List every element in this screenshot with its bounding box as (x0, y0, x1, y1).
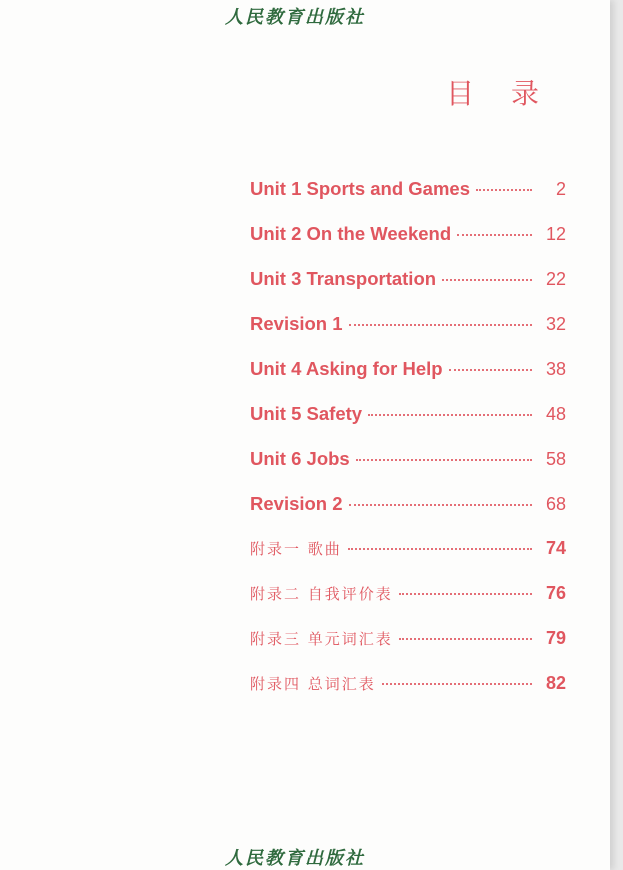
table-of-contents (250, 178, 566, 718)
toc-dot-leader (476, 189, 532, 191)
toc-entry-page-number: 68 (545, 494, 566, 514)
toc-entry-page-number: 74 (545, 538, 566, 558)
toc-entry-label: 附录四 总词汇表 (250, 675, 376, 693)
toc-entry[interactable] (250, 223, 566, 268)
toc-dot-leader (368, 414, 532, 416)
toc-entry[interactable] (250, 178, 566, 223)
toc-dot-leader (382, 683, 532, 685)
toc-entry-label: Revision 1 (250, 313, 343, 334)
toc-entry[interactable] (250, 448, 566, 493)
toc-entry[interactable] (250, 358, 566, 403)
toc-entry-label: Revision 2 (250, 493, 343, 514)
toc-entry-label: 附录三 单元词汇表 (250, 630, 393, 648)
toc-entry[interactable] (250, 673, 566, 718)
toc-entry-page-number: 58 (545, 449, 566, 469)
toc-entry[interactable] (250, 628, 566, 673)
toc-entry[interactable] (250, 403, 566, 448)
toc-entry-page-number: 76 (545, 583, 566, 603)
toc-entry-label: Unit 4 Asking for Help (250, 358, 443, 379)
toc-entry[interactable] (250, 313, 566, 358)
publisher-logo-header: 人民教育出版社 (225, 7, 365, 28)
toc-entry-label: Unit 3 Transportation (250, 268, 437, 289)
toc-entry-label: Unit 5 Safety (250, 403, 363, 424)
toc-entry-label: Unit 1 Sports and Games (250, 178, 470, 199)
page-title: 目 录 (446, 77, 553, 110)
toc-dot-leader (399, 638, 532, 640)
toc-entry-page-number: 38 (545, 359, 566, 379)
toc-entry-label: Unit 2 On the Weekend (250, 223, 452, 244)
toc-entry-page-number: 12 (545, 224, 566, 244)
toc-dot-leader (449, 369, 532, 371)
toc-entry-page-number: 32 (545, 314, 566, 334)
toc-entry-label: 附录二 自我评价表 (250, 585, 393, 603)
toc-dot-leader (349, 504, 532, 506)
toc-dot-leader (356, 459, 532, 461)
toc-dot-leader (457, 234, 532, 236)
toc-entry[interactable] (250, 583, 566, 628)
publisher-logo-footer: 人民教育出版社 (225, 848, 365, 869)
toc-dot-leader (442, 279, 532, 281)
toc-entry-page-number: 22 (545, 269, 566, 289)
toc-dot-leader (349, 324, 532, 326)
toc-entry[interactable] (250, 268, 566, 313)
toc-entry-label: 附录一 歌曲 (250, 540, 342, 558)
toc-entry-page-number: 48 (545, 404, 566, 424)
toc-dot-leader (348, 548, 532, 550)
toc-entry[interactable] (250, 493, 566, 538)
toc-entry-page-number: 79 (545, 628, 566, 648)
toc-entry-page-number: 2 (555, 179, 566, 199)
toc-entry-page-number: 82 (545, 673, 566, 693)
toc-dot-leader (399, 593, 532, 595)
toc-entry-label: Unit 6 Jobs (250, 448, 350, 469)
toc-entry[interactable] (250, 538, 566, 583)
